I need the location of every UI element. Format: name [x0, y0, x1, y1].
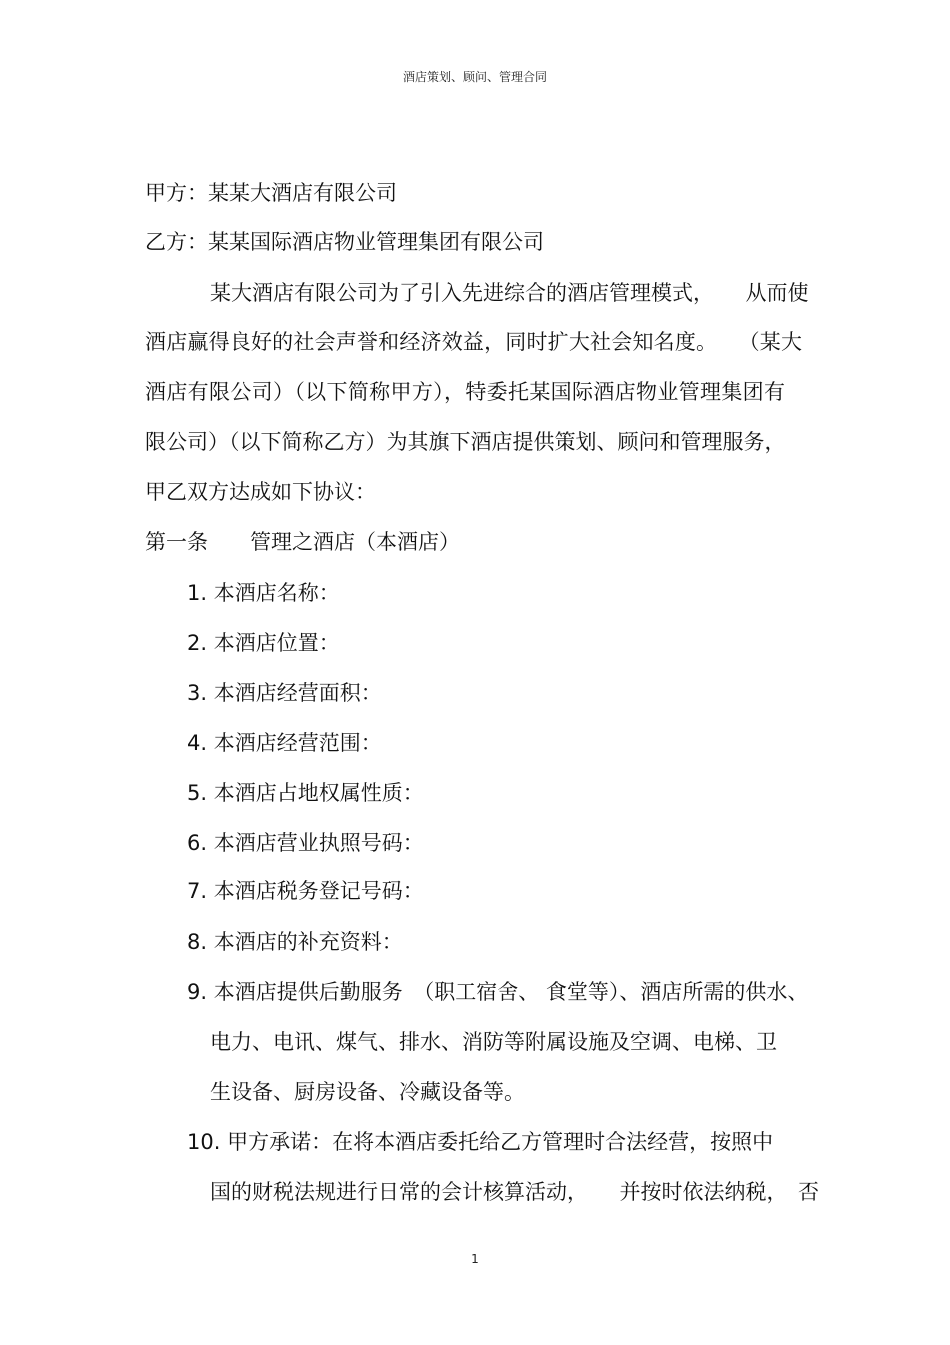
article-1-heading: 第一条 管理之酒店（本酒店）	[145, 530, 460, 554]
list-item-number: 8.	[187, 930, 208, 954]
list-item	[187, 578, 340, 608]
list-item	[187, 628, 340, 658]
list-item	[187, 678, 382, 708]
list-item-9-line-1	[187, 977, 808, 1007]
page-number: 1	[471, 1252, 479, 1266]
preamble-line-5: 甲乙双方达成如下协议：	[145, 480, 376, 504]
list-item-number: 7.	[187, 879, 208, 903]
list-item	[187, 876, 424, 906]
list-item-text: 本酒店提供后勤服务 （职工宿舍、 食堂等）、酒店所需的供水、	[213, 980, 809, 1004]
list-item-number: 3.	[187, 681, 208, 705]
list-item-9-line-3: 生设备、厨房设备、冷藏设备等。	[210, 1080, 525, 1104]
party-b-line: 乙方：某某国际酒店物业管理集团有限公司	[145, 230, 544, 254]
list-item	[187, 828, 424, 858]
list-item-number: 1.	[187, 581, 208, 605]
list-item-number: 6.	[187, 831, 208, 855]
list-item-text: 本酒店营业执照号码：	[213, 831, 424, 855]
list-item-text: 本酒店经营范围：	[213, 731, 382, 755]
list-item	[187, 927, 403, 957]
list-item-10-line-2: 国的财税法规进行日常的会计核算活动， 并按时依法纳税， 否	[210, 1180, 819, 1204]
list-item	[187, 778, 424, 808]
list-item-number: 9.	[187, 980, 208, 1004]
list-item-text: 甲方承诺：在将本酒店委托给乙方管理时合法经营，按照中	[227, 1130, 774, 1154]
list-item-text: 本酒店占地权属性质：	[213, 781, 424, 805]
preamble-line-2: 酒店赢得良好的社会声誉和经济效益，同时扩大社会知名度。 （某大	[145, 330, 802, 354]
list-item-number: 2.	[187, 631, 208, 655]
list-item-text: 本酒店税务登记号码：	[213, 879, 424, 903]
list-item-10-line-1	[187, 1127, 773, 1157]
list-item-number: 5.	[187, 781, 208, 805]
list-item-text: 本酒店名称：	[213, 581, 340, 605]
running-header: 酒店策划、顾问、管理合同	[402, 70, 547, 84]
list-item	[187, 728, 382, 758]
list-item-text: 本酒店位置：	[213, 631, 340, 655]
list-item-number: 10.	[187, 1130, 221, 1154]
list-item-text: 本酒店的补充资料：	[213, 930, 403, 954]
list-item-text: 本酒店经营面积：	[213, 681, 382, 705]
preamble-line-1: 某大酒店有限公司为了引入先进综合的酒店管理模式， 从而使	[210, 281, 809, 305]
list-item-9-line-2: 电力、电讯、煤气、排水、消防等附属设施及空调、电梯、卫	[210, 1030, 777, 1054]
preamble-line-4: 限公司）（以下简称乙方）为其旗下酒店提供策划、顾问和管理服务，	[145, 430, 786, 454]
list-item-number: 4.	[187, 731, 208, 755]
party-a-line: 甲方：某某大酒店有限公司	[145, 181, 397, 205]
preamble-line-3: 酒店有限公司）（以下简称甲方），特委托某国际酒店物业管理集团有	[145, 380, 785, 404]
